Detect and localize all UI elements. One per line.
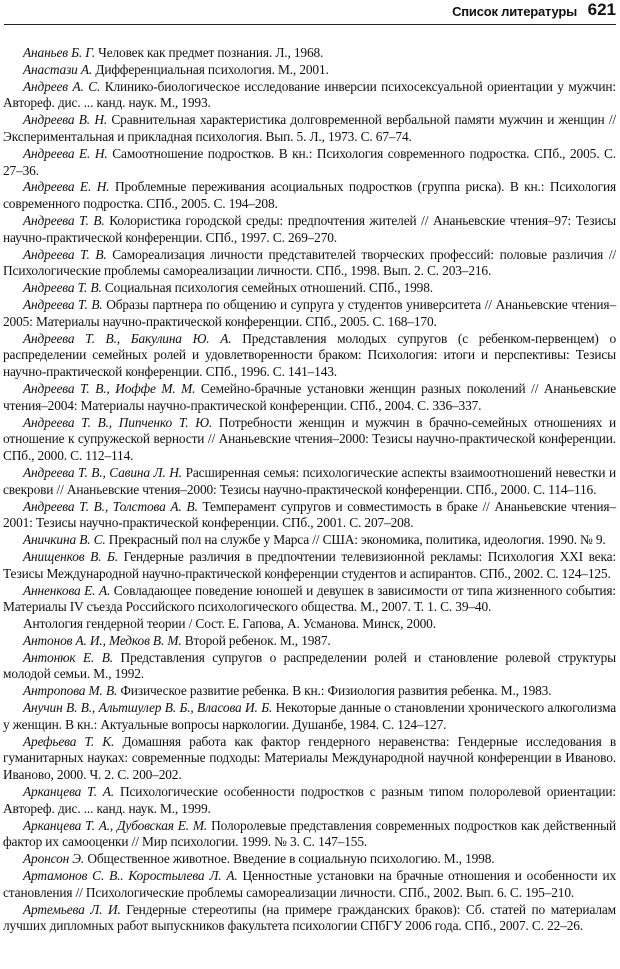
reference-text: Полоролевые представления современных подростков как действенный фактор их самооценки // Мир психологии. 1999. № 3. С. 147–155.: [3, 817, 616, 850]
reference-author: Аронсон Э.: [23, 851, 85, 867]
reference-text: Человек как предмет познания. Л., 1968.: [94, 45, 324, 60]
reference-author: Арканцева Т. А.: [23, 784, 114, 800]
reference-text: Дифференциальная психология. М., 2001.: [92, 61, 329, 77]
running-header: [0, 0, 620, 28]
reference-author: Андреева Т. В., Толстова А. В.: [23, 498, 198, 514]
reference-entry: [3, 532, 616, 549]
reference-author: Андреева Т. В.: [23, 296, 103, 312]
reference-text: Представления супругов о распределении ролей и становление ролевой структуры молодой семьи. М., 1992.: [3, 649, 616, 682]
reference-entry: [3, 79, 616, 113]
reference-text: Расширенная семья: психологические аспекты взаимоотношений невестки и свекрови // Ананьевские чтения–2000: Тезисы научно-практической конференции. СПб., 2000. С. 114–116.: [3, 464, 616, 497]
reference-text: Гендерные различия в предпочтении телевизионной рекламы: Психология XXI века: Тезисы Международной научно-практической конференции студентов и аспирантов. СПб., 2002. С. 124–125.: [3, 548, 616, 581]
section-title: Список литературы: [452, 4, 577, 19]
page-number: 621: [587, 0, 616, 19]
reference-entry: [3, 583, 616, 617]
reference-entry: [3, 616, 616, 633]
reference-entry: [3, 784, 616, 818]
reference-author: Андреева Т. В.: [23, 280, 102, 296]
reference-author: Андреева Т. В., Пипченко Т. Ю.: [23, 414, 213, 430]
reference-entry: [3, 465, 616, 499]
reference-entry: [3, 415, 616, 465]
reference-author: Андреева Т. В., Иоффе М. М.: [23, 380, 196, 396]
reference-entry: [3, 818, 616, 852]
reference-entry: [3, 734, 616, 784]
reference-author: Антонов А. И., Медков В. М.: [23, 632, 182, 648]
reference-text: Гендерные стереотипы (на примере гражданских браков): Сб. статей по материалам лучших дипломных работ выпускников факультета психологии СПбГУ 2006 года. СПб., 2007. С. 22–26.: [3, 901, 616, 934]
reference-entry: [3, 112, 616, 146]
reference-entry: [3, 650, 616, 684]
reference-author: Артамонов С. В.. Коростылева Л. А.: [23, 868, 238, 884]
reference-author: Антропова М. В.: [23, 683, 118, 699]
reference-author: Андреева Т. В.: [23, 212, 105, 228]
reference-entry: [3, 62, 616, 79]
reference-text: Представления молодых супругов (с ребенком-первенцем) о распределении семейных ролей и удовлетворенности браком: Психология: итоги и перспективы: Тезисы научно-практической конференции. СПб., 1996. С. 141–143.: [3, 330, 617, 380]
reference-entry: [3, 868, 616, 902]
header-divider: [4, 24, 616, 25]
reference-author: Андреева Е. Н.: [23, 179, 110, 195]
reference-text: Общественное животное. Введение в социальную психологию. М., 1998.: [84, 851, 495, 867]
reference-text: Образы партнера по общению и супруга у студентов университета // Ананьевские чтения–2005: Материалы научно-практической конференции. СПб., 2005. С. 168–170.: [3, 296, 616, 329]
reference-entry: [3, 280, 616, 297]
reference-text: Психологические особенности подростков с разным типом полоролевой ориентации: Автореф. дис. ... канд. наук. М., 1999.: [3, 784, 616, 816]
reference-text: Семейно-брачные установки женщин разных поколений // Ананьевские чтения–2004: Материалы научно-практической конференции. СПб., 2004. С. 336–337.: [3, 380, 616, 413]
reference-text: Клинико-биологическое исследование инверсии психосексуальной ориентации у мужчин: Автореф. дис. ... канд. наук. М., 1993.: [3, 78, 616, 111]
reference-author: Андреева Т. В., Бакулина Ю. А.: [23, 330, 232, 346]
reference-list: [3, 45, 616, 935]
reference-author: Анучин В. В., Альтшулер В. Б., Власова И. Б.: [23, 700, 273, 716]
reference-text: Домашняя работа как фактор гендерного неравенства: Гендерные исследования в гуманитарных науках: современные подходы: Материалы Международной научной конференции в Иваново. Иваново, 2000. Ч. 2. С. 200–202.: [3, 733, 616, 783]
reference-author: Андреева Е. Н.: [23, 145, 108, 161]
reference-entry: [3, 633, 616, 650]
reference-entry: [3, 146, 616, 180]
reference-text: Колористика городской среды: предпочтения жителей // Ананьевские чтения–97: Тезисы научно-практической конференции. СПб., 1997. С. 269–270.: [3, 212, 616, 245]
reference-text: Физическое развитие ребенка. В кн.: Физиология развития ребенка. М., 1983.: [117, 683, 552, 699]
reference-author: Анненкова Е. А.: [23, 582, 111, 598]
reference-entry: [3, 499, 616, 533]
reference-text: Самореализация личности представителей творческих профессий: половые различия // Психологические проблемы самореализации личности. СПб., 1998. Вып. 2. С. 203–216.: [3, 246, 616, 279]
reference-author: Андреев А. С.: [23, 78, 101, 94]
reference-entry: [3, 247, 616, 281]
reference-author: Арефьева Т. К.: [23, 733, 115, 749]
reference-entry: [3, 179, 616, 213]
reference-text: Социальная психология семейных отношений. СПб., 1998.: [101, 280, 433, 296]
reference-text: Ценностные установки на брачные отношения и особенности их становления // Психологические проблемы самореализации личности. СПб., 2002. Вып. 6. С. 195–210.: [3, 868, 617, 900]
reference-text: Самоотношение подростков. В кн.: Психология современного подростка. СПб., 2005. С. 27–36.: [3, 145, 616, 178]
reference-text: Проблемные переживания асоциальных подростков (группа риска). В кн.: Психология современного подростка. СПб., 2005. С. 194–208.: [3, 179, 616, 212]
reference-author: Анищенков В. Б.: [23, 548, 118, 564]
reference-author: Андреева Т. В., Савина Л. Н.: [23, 464, 182, 480]
reference-text: Потребности женщин и мужчин в брачно-семейных отношениях и отношение к супружеской верности // Ананьевские чтения–2000: Тезисы научно-практической конференции. СПб., 2000. С. 112–114.: [3, 414, 616, 464]
reference-entry: [3, 45, 616, 62]
reference-author: Анастази А.: [23, 61, 93, 77]
reference-text: Прекрасный пол на службе у Марса // США: экономика, политика, идеология. 1990. № 9.: [105, 532, 606, 548]
reference-entry: [3, 331, 616, 381]
reference-author: Андреева В. Н.: [23, 112, 108, 128]
reference-entry: [3, 683, 616, 700]
reference-text: Совладающее поведение юношей и девушек в зависимости от типа жизненного события: Материалы IV съезда Российского психологического общества. М., 2007. Т. 1. С. 39–40.: [3, 582, 617, 615]
reference-author: Аничкина В. С.: [23, 532, 106, 548]
reference-author: Андреева Т. В.: [23, 246, 107, 262]
reference-entry: [3, 700, 616, 734]
reference-author: Антонюк Е. В.: [23, 649, 114, 665]
reference-entry: [3, 902, 616, 936]
reference-entry: [3, 297, 616, 331]
reference-entry: [3, 213, 616, 247]
reference-text: Темперамент супругов и совместимость в браке // Ананьевские чтения–2001: Тезисы научно-практической конференции. СПб., 2001. С. 207–208.: [3, 498, 616, 531]
reference-text: Второй ребенок. М., 1987.: [181, 632, 331, 648]
reference-entry: [3, 381, 616, 415]
reference-text: Сравнительная характеристика долговременной вербальной памяти мужчин и женщин // Экспериментальная и прикладная психология. Вып. 5. Л., 1973. С. 67–74.: [3, 112, 616, 144]
reference-author: Ананьев Б. Г.: [23, 45, 95, 60]
reference-author: Артемьева Л. И.: [23, 901, 121, 917]
reference-entry: [3, 851, 616, 868]
reference-text: Антология гендерной теории / Сост. Е. Гапова, А. Усманова. Минск, 2000.: [23, 616, 436, 632]
reference-text: Некоторые данные о становлении хронического алкоголизма у женщин. В кн.: Актуальные вопросы наркологии. Душанбе, 1984. С. 124–127.: [3, 700, 617, 732]
reference-author: Арканцева Т. А., Дубовская Е. М.: [23, 817, 208, 833]
reference-entry: [3, 549, 616, 583]
